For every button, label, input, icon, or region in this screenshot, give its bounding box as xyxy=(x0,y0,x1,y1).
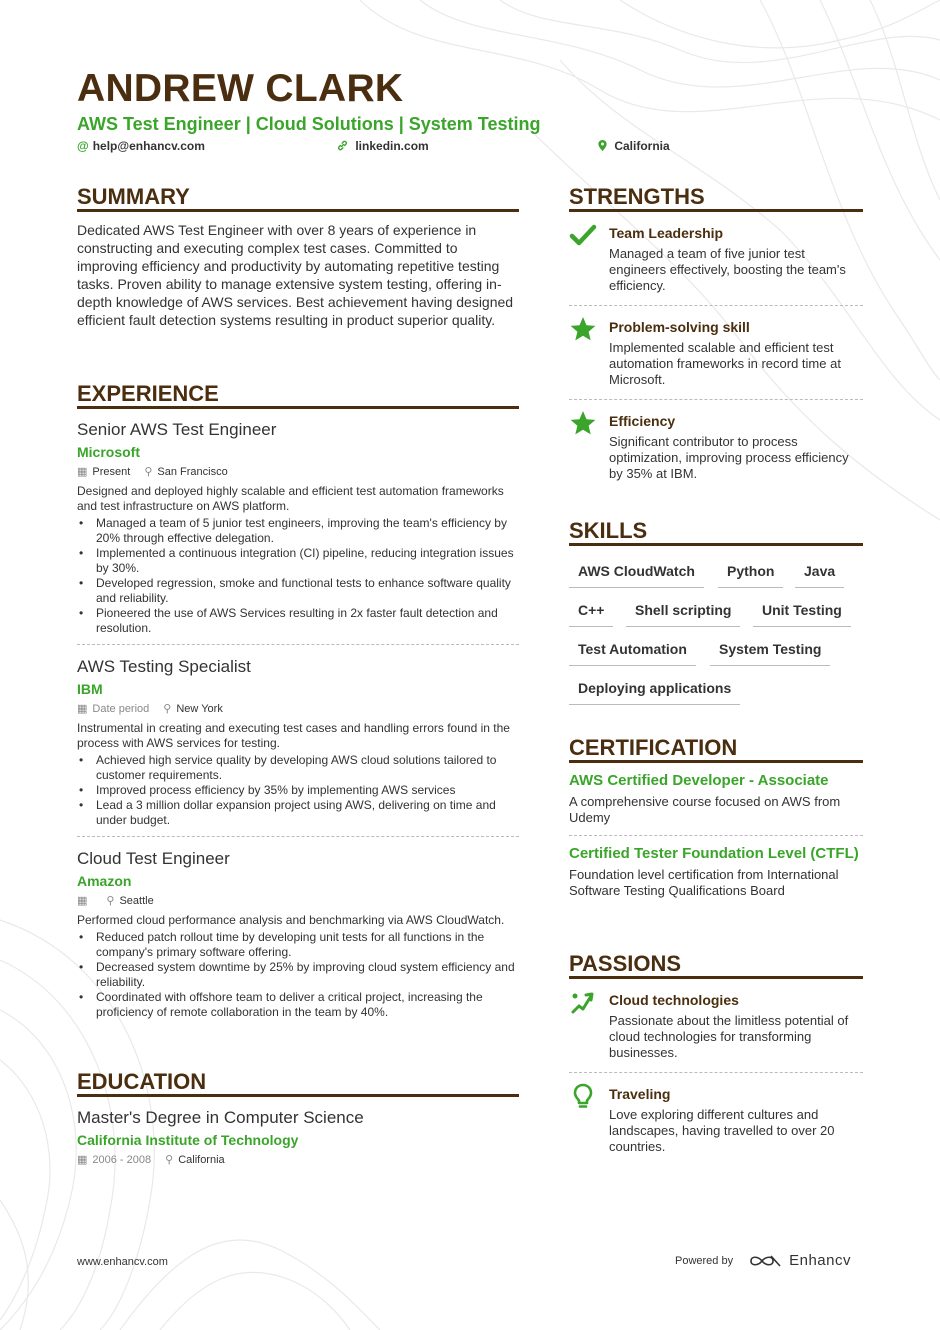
lightbulb-icon xyxy=(569,1082,597,1110)
location-pin-icon: ⚲ xyxy=(106,895,115,907)
job-description: Designed and deployed highly scalable and efficient test automation frameworks and test infrastructure on AWS platform. xyxy=(77,484,504,513)
footer-branding[interactable] xyxy=(675,1252,851,1269)
company-name: IBM xyxy=(77,681,103,697)
experience-entry xyxy=(77,848,519,1020)
strengths-heading: STRENGTHS xyxy=(569,184,705,209)
entry-divider xyxy=(569,305,863,306)
company-name: Amazon xyxy=(77,873,132,889)
certification-heading: CERTIFICATION xyxy=(569,735,738,760)
job-location xyxy=(144,465,227,479)
passion-description: Passionate about the limitless potential of cloud technologies for transforming businesses. xyxy=(609,1013,849,1060)
job-description: Instrumental in creating and executing test cases and handling errors found in the process with AWS services for testing. xyxy=(77,721,510,750)
candidate-title: AWS Test Engineer | Cloud Solutions | System Testing xyxy=(77,114,541,134)
contact-linkedin[interactable] xyxy=(337,138,429,154)
strength-title: Problem-solving skill xyxy=(609,319,750,335)
school-name: California Institute of Technology xyxy=(77,1132,299,1148)
job-date xyxy=(77,465,130,479)
company-name: Microsoft xyxy=(77,444,140,460)
job-bullet: • Managed a team of 5 junior test engineers, improving the team's efficiency by 20% through effective delegation. xyxy=(77,516,519,546)
job-date-text: Present xyxy=(92,466,131,478)
education-divider xyxy=(77,1094,519,1097)
certification-item xyxy=(569,772,863,826)
calendar-icon: ▦ xyxy=(77,466,88,478)
experience-entry xyxy=(77,656,519,828)
strength-title: Team Leadership xyxy=(609,225,724,241)
location-text: California xyxy=(614,139,670,153)
skill-tag: Unit Testing xyxy=(753,601,851,627)
job-bullet: • Lead a 3 million dollar expansion project using AWS, delivering on time and under budget. xyxy=(77,798,519,828)
entry-divider xyxy=(569,1072,863,1073)
link-icon xyxy=(337,139,351,153)
job-bullet: • Coordinated with offshore team to deliver a critical project, increasing the proficiency of remote collaboration in the team by 40%. xyxy=(77,990,519,1020)
summary-text: Dedicated AWS Test Engineer with over 8 years of experience in constructing and executing complex test cases. Committed to improving efficiency and productivity by automating repetitive testing tasks. Proven ability to manage extensive system testing, offering in-depth knowledge of AWS services. Best achievement having designed efficient fault detection systems resulting in product superior quality. xyxy=(77,222,514,328)
calendar-icon: ▦ xyxy=(77,1154,88,1166)
entry-divider xyxy=(77,836,519,837)
email-text: help@enhancv.com xyxy=(92,139,205,153)
cloud-tech-icon xyxy=(569,988,597,1016)
summary-heading: SUMMARY xyxy=(77,184,190,209)
job-location-text: New York xyxy=(176,703,223,715)
job-description: Performed cloud performance analysis and benchmarking via AWS CloudWatch. xyxy=(77,913,505,927)
job-location xyxy=(163,702,223,716)
enhancv-logo-icon xyxy=(749,1253,783,1269)
skill-tag: Java xyxy=(795,562,844,588)
candidate-name: ANDREW CLARK xyxy=(77,67,404,110)
experience-heading: EXPERIENCE xyxy=(77,381,219,406)
certification-description: A comprehensive course focused on AWS from Udemy xyxy=(569,794,841,825)
education-date-text: 2006 - 2008 xyxy=(92,1154,152,1166)
skills-divider xyxy=(569,543,863,546)
at-icon: @ xyxy=(77,139,89,153)
education-date xyxy=(77,1153,151,1167)
job-bullets xyxy=(77,516,519,636)
strength-item xyxy=(569,224,863,304)
education-location xyxy=(165,1153,225,1167)
passion-title: Cloud technologies xyxy=(609,992,739,1008)
location-pin-icon: ⚲ xyxy=(165,1154,174,1166)
job-bullet: • Reduced patch rollout time by developing unit tests for all functions in the company's primary software offering. xyxy=(77,930,519,960)
powered-by-text: Powered by xyxy=(675,1254,734,1267)
entry-divider xyxy=(569,399,863,400)
location-pin-icon: ⚲ xyxy=(144,466,153,478)
education-location-text: California xyxy=(178,1154,225,1166)
job-date xyxy=(77,702,149,716)
job-bullet: • Developed regression, smoke and functional tests to enhance software quality and reliability. xyxy=(77,576,519,606)
certification-title: Certified Tester Foundation Level (CTFL) xyxy=(569,845,859,862)
checkmark-icon xyxy=(569,222,597,250)
job-bullet: • Decreased system downtime by 25% by improving cloud system efficiency and reliability. xyxy=(77,960,519,990)
job-title: Cloud Test Engineer xyxy=(77,849,230,868)
skills-heading: SKILLS xyxy=(569,518,648,543)
skill-tag: C++ xyxy=(569,601,613,627)
education-meta xyxy=(77,1153,519,1167)
skill-tag: Shell scripting xyxy=(626,601,740,627)
passion-item xyxy=(569,991,863,1061)
job-bullet: • Improved process efficiency by 35% by implementing AWS services xyxy=(77,783,519,798)
job-title: Senior AWS Test Engineer xyxy=(77,420,277,439)
job-title: AWS Testing Specialist xyxy=(77,657,251,676)
passions-heading: PASSIONS xyxy=(569,951,682,976)
job-meta xyxy=(77,465,519,479)
brand-name: Enhancv xyxy=(789,1252,851,1269)
job-location xyxy=(106,894,153,908)
entry-divider xyxy=(77,644,519,645)
degree-title: Master's Degree in Computer Science xyxy=(77,1108,364,1127)
job-bullets xyxy=(77,930,519,1020)
job-location-text: San Francisco xyxy=(157,466,228,478)
linkedin-text: linkedin.com xyxy=(355,139,429,153)
skill-tag: Test Automation xyxy=(569,640,696,666)
location-pin-icon xyxy=(598,139,610,153)
job-meta xyxy=(77,894,519,908)
skill-tag: Deploying applications xyxy=(569,679,740,705)
contact-email[interactable] xyxy=(77,138,205,154)
job-date-text: Date period xyxy=(92,703,150,715)
skill-tag: AWS CloudWatch xyxy=(569,562,704,588)
strength-description: Significant contributor to process optimization, improving process efficiency by 35% at IBM. xyxy=(609,434,849,481)
calendar-icon: ▦ xyxy=(77,703,88,715)
entry-divider xyxy=(569,835,863,836)
job-meta xyxy=(77,702,519,716)
job-bullet: • Achieved high service quality by developing AWS cloud solutions tailored to customer requirements. xyxy=(77,753,519,783)
strengths-divider xyxy=(569,209,863,212)
job-bullet: • Pioneered the use of AWS Services resulting in 2x faster fault detection and resolution. xyxy=(77,606,519,636)
passion-item xyxy=(569,1085,863,1155)
certification-description: Foundation level certification from International Software Testing Qualifications Board xyxy=(569,867,839,898)
certification-title: AWS Certified Developer - Associate xyxy=(569,772,829,789)
skill-tag: Python xyxy=(718,562,783,588)
job-bullet: • Implemented a continuous integration (CI) pipeline, reducing integration issues by 30%. xyxy=(77,546,519,576)
summary-divider xyxy=(77,209,519,212)
education-heading: EDUCATION xyxy=(77,1069,207,1094)
passions-divider xyxy=(569,976,863,979)
star-icon xyxy=(569,409,597,437)
skill-tag: System Testing xyxy=(710,640,830,666)
experience-divider xyxy=(77,406,519,409)
strength-item xyxy=(569,318,863,398)
contact-location xyxy=(598,138,670,154)
footer-website[interactable]: www.enhancv.com xyxy=(77,1256,168,1268)
experience-entry xyxy=(77,419,519,636)
strength-description: Managed a team of five junior test engineers effectively, boosting the team's efficiency. xyxy=(609,246,846,293)
star-icon xyxy=(569,315,597,343)
strength-title: Efficiency xyxy=(609,413,676,429)
job-date xyxy=(77,894,92,908)
calendar-icon: ▦ xyxy=(77,895,88,907)
passion-description: Love exploring different cultures and landscapes, having travelled to over 20 countries. xyxy=(609,1107,835,1154)
strength-description: Implemented scalable and efficient test automation frameworks in record time at Microsoft. xyxy=(609,340,841,387)
job-location-text: Seattle xyxy=(119,895,154,907)
job-bullets xyxy=(77,753,519,828)
location-pin-icon: ⚲ xyxy=(163,703,172,715)
education-entry xyxy=(77,1107,519,1167)
certification-divider xyxy=(569,760,863,763)
certification-item xyxy=(569,845,863,899)
strength-item xyxy=(569,412,863,492)
passion-title: Traveling xyxy=(609,1086,671,1102)
